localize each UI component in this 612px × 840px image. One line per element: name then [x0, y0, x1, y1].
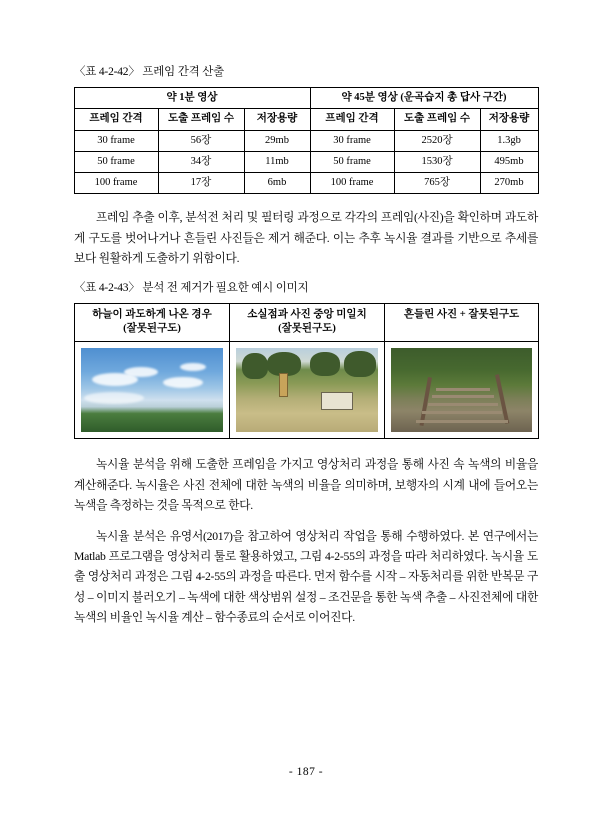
- blurred-stairway-photo: [385, 342, 538, 438]
- image-header-1-line2: (잘못된구도): [278, 323, 336, 335]
- table-column-header-row: [74, 109, 538, 130]
- field-vanishing-point-photo: [230, 342, 384, 438]
- blurred-stairway-photo-canvas: [391, 348, 532, 432]
- cell-r2c5: 270mb: [480, 172, 538, 193]
- cell-r1c0: 50 frame: [74, 151, 158, 172]
- cell-r1c2: 11mb: [244, 151, 310, 172]
- image-header-2-line1: 흔들린 사진 + 잘못된구도: [403, 308, 520, 320]
- group-header-1: 약 1분 영상: [74, 88, 310, 109]
- image-header-1: [230, 303, 385, 341]
- table-4-2-42-caption: 〈표 4-2-42〉 프레임 간격 산출: [74, 66, 225, 78]
- column-header-0: 프레임 간격: [74, 109, 158, 130]
- sky-overexposed-photo: [75, 342, 229, 438]
- column-header-4: 도출 프레임 수: [394, 109, 480, 130]
- column-header-1: 도출 프레임 수: [158, 109, 244, 130]
- paragraph-1: 프레임 추출 이후, 분석전 처리 및 필터링 과정으로 각각의 프레임(사진)을 확인하며 과도하게 구도를 벗어나거나 흔들린 사진들은 제거 해준다. 이는 추후 녹시율 결과를 기반으로 추세를 보다 원활하게 도출하기 위함이다.: [74, 211, 538, 266]
- cell-r1c5: 495mb: [480, 151, 538, 172]
- cell-r2c2: 6mb: [244, 172, 310, 193]
- cell-r0c1: 56장: [158, 130, 244, 151]
- table-4-2-43-caption: 〈표 4-2-43〉 분석 전 제거가 필요한 예시 이미지: [74, 281, 309, 294]
- cell-r1c3: 50 frame: [310, 151, 394, 172]
- page-number: - 187 -: [288, 766, 324, 778]
- cell-r0c5: 1.3gb: [480, 130, 538, 151]
- cell-r2c0: 100 frame: [74, 172, 158, 193]
- removal-example-image-table: [74, 303, 539, 439]
- photo-cell-2: [385, 342, 539, 439]
- table-group-header-row: [74, 88, 538, 109]
- image-header-0-line1: 하늘이 과도하게 나온 경우: [92, 308, 212, 320]
- page-content: [74, 64, 538, 639]
- image-header-0-line2: (잘못된구도): [123, 323, 181, 335]
- cell-r2c4: 765장: [394, 172, 480, 193]
- sky-overexposed-photo-canvas: [81, 348, 223, 432]
- column-header-5: 저장용량: [480, 109, 538, 130]
- paragraph-2: 녹시율 분석을 위해 도출한 프레임을 가지고 영상처리 과정을 통해 사진 속 녹색의 비율을 계산해준다. 녹시율은 사진 전체에 대한 녹색의 비율을 의미하며, 보행자의 시계 내에 들어오는 녹색을 측정하는 것을 목적으로 한다.: [74, 458, 538, 513]
- cell-r0c0: 30 frame: [74, 130, 158, 151]
- cell-r2c1: 17장: [158, 172, 244, 193]
- cell-r1c4: 1530장: [394, 151, 480, 172]
- photo-cell-0: [75, 342, 230, 439]
- cell-r0c2: 29mb: [244, 130, 310, 151]
- cell-r1c1: 34장: [158, 151, 244, 172]
- column-header-3: 프레임 간격: [310, 109, 394, 130]
- image-header-1-line1: 소실점과 사진 중앙 미일치: [247, 308, 367, 320]
- table-4-2-42-wrapper: [74, 87, 538, 208]
- image-table-photo-row: [75, 342, 539, 439]
- frame-interval-table: [74, 87, 539, 194]
- paragraph-3: 녹시율 분석은 유영서(2017)을 참고하여 영상처리 작업을 통해 수행하였다. 본 연구에서는 Matlab 프로그램을 영상처리 툴로 활용하였고, 그림 4-2-55의 과정을 따라 처리하였다. 녹시율 도출 영상처리 과정은 그림 4-2-55의 과정을 따른다. 먼저 함수를 시작 – 자동처리를 위한 반복문 구성 – 이미지 불러오기 – 녹색에 대한 색상범위 설정 – 조건문을 통한 녹색 추출 – 사진전체에 대한 녹색의 비율인 녹시율 계산 – 함수종료의 순서로 이어진다.: [74, 529, 538, 625]
- table-row: [74, 130, 538, 151]
- cell-r0c4: 2520장: [394, 130, 480, 151]
- image-header-2: [385, 303, 539, 341]
- field-vanishing-point-photo-canvas: [236, 348, 378, 432]
- column-header-2: 저장용량: [244, 109, 310, 130]
- table-row: [74, 151, 538, 172]
- cell-r2c3: 100 frame: [310, 172, 394, 193]
- table-row: [74, 172, 538, 193]
- cell-r0c3: 30 frame: [310, 130, 394, 151]
- image-header-0: [75, 303, 230, 341]
- image-table-header-row: [75, 303, 539, 341]
- photo-cell-1: [230, 342, 385, 439]
- group-header-2: 약 45분 영상 (운곡습지 총 답사 구간): [310, 88, 538, 109]
